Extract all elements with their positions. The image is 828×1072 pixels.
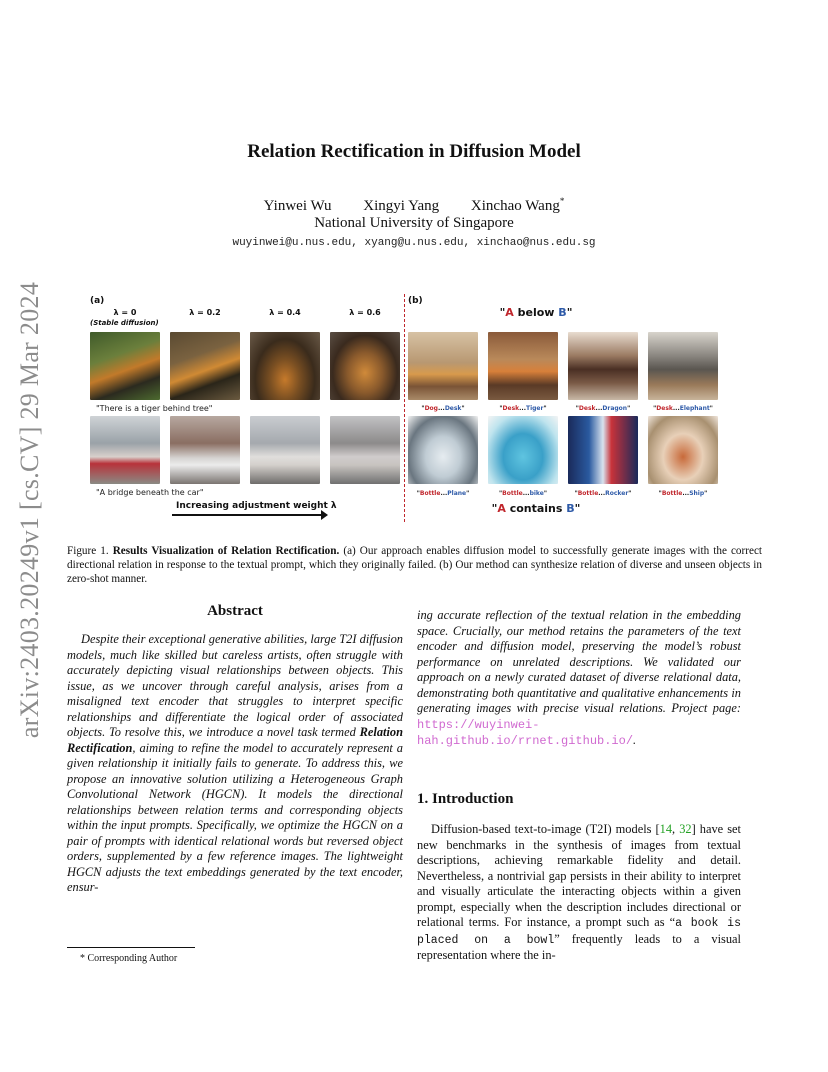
figure-1-caption: Figure 1. Results Visualization of Relation Rectification. (a) Our approach enables diffusion model to successfully generate images with the correct directional relation in response to the textual prompt, which they originally failed. (b) Our method can synthesize relation of diverse and unseen objects in zero-shot manner. xyxy=(67,545,763,585)
abstract-paragraph-2: ing accurate reflection of the textual relation in the embedding space. Crucially, our method retains the parameters of the text encoder and diffusion model, preserving the model’s robust performance on unrelated descriptions. We validated our approach on a newly curated dataset of diverse relational data, demonstrating both quantitative and qualitative enhancements in generating images with precise visual relations. Project page: https://wuyinwei-hah.github.io/rrnet.github.io/. xyxy=(417,608,741,748)
row1-label-1: "Dog...Desk" xyxy=(421,405,465,412)
author-emails: wuyinwei@u.nus.edu, xyang@u.nus.edu, xinchao@nus.edu.sg xyxy=(232,237,596,249)
tiger-image-lambda-0.2 xyxy=(170,332,240,400)
tiger-image-lambda-0.6 xyxy=(330,332,400,400)
bridge-image-lambda-0 xyxy=(90,416,160,484)
paper-title: Relation Rectification in Diffusion Model xyxy=(247,141,581,162)
bottle-contains-ship-image xyxy=(648,416,718,484)
tiger-image-lambda-0.4 xyxy=(250,332,320,400)
author-1: Yinwei Wu xyxy=(263,198,332,214)
affiliation: National University of Singapore xyxy=(314,215,514,231)
abstract-paragraph-1: Despite their exceptional generative abilities, large T2I diffusion models, much like skilled but careless artists, often struggle with accurately depicting visual relationships between objects. This issue, as we uncover through careful analysis, arises from a misaligned text encoder that struggles to interpret specific relationships and differentiate the logical order of associated objects. To resolve this, we introduce a novel task termed Relation Rectification, aiming to refine the model to accurately represent a given relationship it initially fails to generate. To address this, we propose an innovative solution utilizing a Heterogeneous Graph Convolutional Network (HGCN). It models the directional relationships between relation terms and corresponding objects within the input prompts. Specifically, we optimize the HGCN on a pair of prompts with identical relational words but reversed object orders, supplemented by a few reference images. The lightweight HGCN adjusts the text embeddings generated by the text encoder, ensur- xyxy=(67,632,403,894)
panel-b-tag: (b) xyxy=(408,296,423,306)
figure-1 xyxy=(86,292,746,524)
bottle-contains-plane-image xyxy=(408,416,478,484)
desk-below-tiger-image xyxy=(488,332,558,400)
bridge-image-lambda-0.6 xyxy=(330,416,400,484)
tiger-image-lambda-0 xyxy=(90,332,160,400)
introduction-heading: 1. Introduction xyxy=(417,791,514,807)
arxiv-sidebar-stamp xyxy=(10,280,50,740)
project-page-link[interactable]: https://wuyinwei-hah.github.io/rrnet.github.io/ xyxy=(417,717,634,748)
citation-14[interactable]: 14 xyxy=(659,822,673,836)
panel-divider xyxy=(404,294,405,522)
author-list xyxy=(0,196,828,215)
bottle-contains-rocket-image xyxy=(568,416,638,484)
desk-below-elephant-image xyxy=(648,332,718,400)
tiger-prompt-caption: "There is a tiger behind tree" xyxy=(96,404,213,413)
author-2: Xingyi Yang xyxy=(363,198,440,214)
abstract-section xyxy=(67,603,403,896)
author-3: Xinchao Wang* xyxy=(470,196,565,214)
row2-label-2: "Bottle...bike" xyxy=(499,490,547,497)
relation-contains-heading: "A contains B" xyxy=(491,502,581,515)
row2-label-1: "Bottle...Plane" xyxy=(416,490,470,497)
row1-label-3: "Desk...Dragon" xyxy=(575,405,631,412)
footnote: * Corresponding Author xyxy=(80,953,178,964)
bridge-image-lambda-0.4 xyxy=(250,416,320,484)
row1-label-2: "Desk...Tiger" xyxy=(499,405,547,412)
arxiv-identifier: arXiv:2403.20249v1 [cs.CV] 29 Mar 2024 xyxy=(15,281,44,739)
bottle-contains-bike-image xyxy=(488,416,558,484)
bridge-image-lambda-0.2 xyxy=(170,416,240,484)
increasing-weight-label: Increasing adjustment weight λ xyxy=(176,501,337,511)
dog-below-desk-image xyxy=(408,332,478,400)
desk-below-dragon-image xyxy=(568,332,638,400)
citation-32[interactable]: 32 xyxy=(679,822,692,836)
bridge-prompt-caption: "A bridge beneath the car" xyxy=(96,488,204,497)
introduction-paragraph: Diffusion-based text-to-image (T2I) models [14, 32] have set new benchmarks in the synthesis of images from textual descriptions, achieving remarkable fidelity and detail. Nevertheless, a nontrivial gap persists in their ability to interpret and visually articulate the interacting objects within a given prompt, especially when the description includes directional or relational terms. For instance, a prompt such as “a book is placed on a bowl” frequently leads to a visual representation where the in- xyxy=(417,822,741,962)
row1-label-4: "Desk...Elephant" xyxy=(653,405,713,412)
lambda-0-sublabel: (Stable diffusion) xyxy=(90,319,159,327)
increasing-weight-arrow xyxy=(172,514,322,516)
lambda-label-2: λ = 0.4 xyxy=(269,308,301,317)
lambda-label-0: λ = 0 xyxy=(113,308,137,317)
row2-label-4: "Bottle...Ship" xyxy=(658,490,708,497)
lambda-label-1: λ = 0.2 xyxy=(189,308,221,317)
abstract-heading: Abstract xyxy=(207,603,263,619)
row2-label-3: "Bottle...Rocker" xyxy=(574,490,632,497)
abstract-continuation xyxy=(417,608,741,750)
relation-below-heading: "A below B" xyxy=(499,306,573,319)
panel-a-tag: (a) xyxy=(90,296,105,306)
corresponding-mark: * xyxy=(559,196,565,206)
footnote-rule xyxy=(67,947,195,948)
lambda-label-3: λ = 0.6 xyxy=(349,308,381,317)
